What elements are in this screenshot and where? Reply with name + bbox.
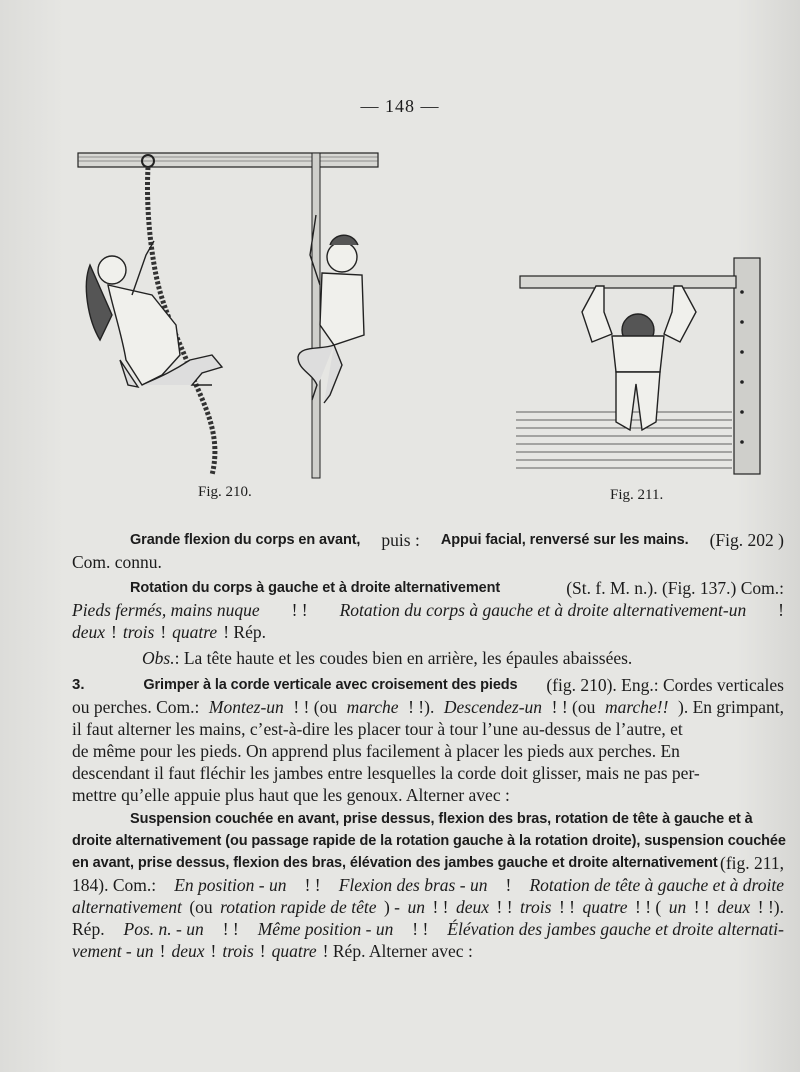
- text: ! !: [222, 919, 239, 939]
- command-text: marche!!: [604, 697, 669, 717]
- command-text: deux: [171, 941, 205, 961]
- command-text: rotation rapide de tête: [220, 897, 377, 917]
- command-text: vement - un: [72, 941, 154, 961]
- figure-211-illustration: [512, 252, 772, 484]
- text: mettre qu’elle appuie plus haut que les genoux. Alterner avec :: [72, 785, 510, 805]
- text-line: [72, 551, 784, 573]
- command-text: Pos. n. - un: [123, 919, 204, 939]
- text: ! ! (ou: [293, 697, 338, 717]
- command-text: Flexion des bras - un: [338, 875, 488, 895]
- command-text: quatre: [172, 622, 218, 642]
- text: !: [159, 941, 166, 961]
- figure-210-illustration: [72, 145, 392, 485]
- text: ! !: [496, 897, 513, 917]
- command-text: Rotation de tête à gauche et à droite: [529, 875, 784, 895]
- text: !: [505, 875, 512, 895]
- text: (ou: [189, 897, 213, 917]
- text: Com. connu.: [72, 552, 162, 572]
- command-text: un: [407, 897, 425, 917]
- command-text: deux: [72, 622, 106, 642]
- text: ). En grimpant,: [678, 697, 784, 717]
- text: (fig. 210). Eng.: Cordes verticales: [546, 675, 784, 695]
- hanging-boy-figure: [582, 286, 696, 430]
- text: ! Rép. Alterner avec :: [322, 941, 473, 961]
- command-text: quatre: [271, 941, 317, 961]
- exercise-title: Grande flexion du corps en avant,: [130, 532, 361, 548]
- command-text: Montez-un: [208, 697, 284, 717]
- exercise-title: Rotation du corps à gauche et à droite alternativement: [130, 580, 501, 596]
- command-text: trois: [520, 897, 552, 917]
- command-text: Rotation du corps à gauche et à droite alternativement-un: [339, 600, 747, 620]
- text: !: [160, 622, 167, 642]
- paragraph-3: [72, 674, 784, 806]
- paragraph-2: [72, 577, 784, 643]
- text: ! Rép.: [223, 622, 266, 642]
- exercise-title: en avant, prise dessus, flexion des bras, élévation des jambes gauche et droite alternativement: [72, 855, 718, 871]
- command-text: quatre: [582, 897, 628, 917]
- text: ! !).: [408, 697, 435, 717]
- text: ! ! (: [635, 897, 662, 917]
- exercise-title: Suspension couchée en avant, prise dessus, flexion des bras, rotation de tête à gauche et à: [130, 811, 753, 827]
- text: !: [111, 622, 117, 642]
- command-text: deux: [455, 897, 490, 917]
- command-text: Pieds fermés, mains nuque: [72, 600, 260, 620]
- text: !: [778, 600, 784, 620]
- figure-210-caption: Fig. 210.: [198, 484, 252, 500]
- text: Rép.: [72, 919, 105, 939]
- text: ! ! (ou: [551, 697, 596, 717]
- text: ou perches. Com.:: [72, 697, 200, 717]
- command-text: deux: [717, 897, 751, 917]
- paragraph-4: [72, 808, 784, 962]
- obs-text: : La tête haute et les coudes bien en arrière, les épaules abaissées.: [174, 648, 633, 668]
- text: de même pour les pieds. On apprend plus facilement à placer les pieds aux perches. En: [72, 741, 680, 761]
- wall-post: [734, 258, 760, 474]
- text: ) -: [383, 897, 400, 917]
- exercise-title: droite alternativement (ou passage rapide de la rotation gauche à la rotation droite), suspension couchée: [72, 833, 786, 849]
- text: !: [259, 941, 266, 961]
- text: descendant il faut fléchir les jambes entre lesquelles la corde doit glisser, mais ne pas per-: [72, 763, 700, 783]
- text: ! !: [558, 897, 575, 917]
- climbing-pole: [312, 153, 320, 478]
- section-number: 3.: [72, 676, 85, 693]
- command-text: un: [668, 897, 687, 917]
- obs-label: Obs.: [142, 648, 175, 668]
- exercise-title: Appui facial, renversé sur les mains.: [440, 532, 689, 548]
- command-text: En position - un: [174, 875, 287, 895]
- observation-note: [72, 647, 784, 669]
- text: ! !: [304, 875, 321, 895]
- exercise-title: Grimper à la corde verticale avec croisement des pieds: [143, 677, 518, 693]
- text: 184). Com.:: [72, 875, 157, 895]
- command-text: Élévation des jambes gauche et droite alternati-: [447, 919, 784, 939]
- figure-211-caption: Fig. 211.: [610, 487, 664, 503]
- text: (fig. 211,: [720, 853, 784, 873]
- text: il faut alterner les mains, c’est-à-dire les placer tour à tour l’une au-dessus de l’autre, et: [72, 719, 683, 739]
- command-text: trois: [122, 622, 155, 642]
- text: (Fig. 202 ): [709, 530, 784, 550]
- boy-figure: [298, 215, 364, 403]
- page-number: — 148 —: [360, 96, 440, 116]
- paragraph-1: [72, 529, 784, 573]
- text: ! !: [291, 600, 308, 620]
- command-text: Même position - un: [257, 919, 394, 939]
- beam: [78, 153, 378, 167]
- command-text: Descendez-un: [443, 697, 543, 717]
- text: ! !).: [757, 897, 784, 917]
- text: puis :: [381, 530, 420, 550]
- text: (St. f. M. n.). (Fig. 137.) Com.:: [566, 578, 784, 598]
- text: ! !: [412, 919, 429, 939]
- command-text: marche: [346, 697, 399, 717]
- text: !: [210, 941, 217, 961]
- command-text: trois: [222, 941, 254, 961]
- horizontal-bar: [520, 276, 736, 288]
- command-text: alternativement: [72, 897, 182, 917]
- text: ! !: [693, 897, 710, 917]
- text: ! !: [432, 897, 449, 917]
